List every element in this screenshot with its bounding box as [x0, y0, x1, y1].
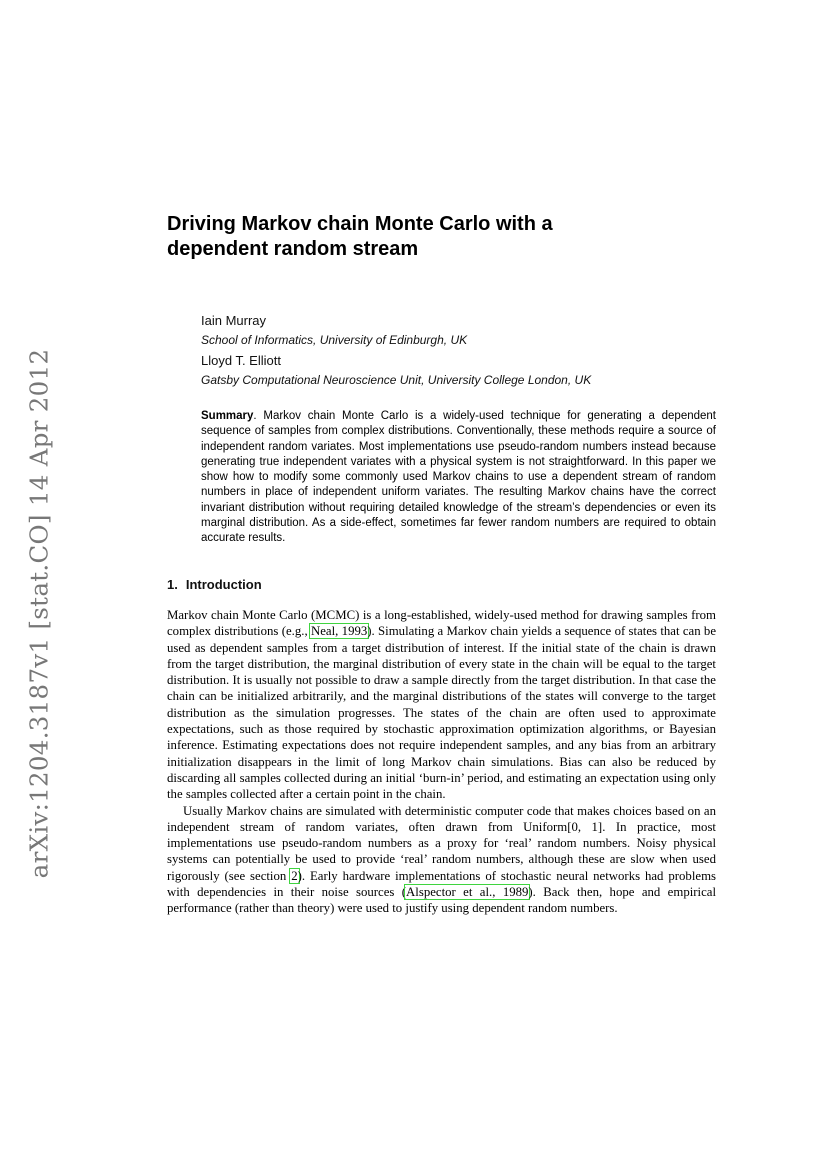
section-reference-link[interactable]: 2: [291, 868, 298, 883]
title-line-1: Driving Markov chain Monte Carlo with a: [167, 213, 553, 235]
introduction-body: [167, 607, 716, 917]
section-heading: [167, 577, 262, 593]
summary-text: . Markov chain Monte Carlo is a widely-used technique for generating a dependent sequence of samples from complex distributions. Conventionally, these methods require a source of independent random variates. Most implementations use pseudo-random numbers instead because generating true independent variates with a physical system is not straightforward. In this paper we show how to modify some commonly used Markov chains to use a dependent stream of random numbers in place of independent uniform variates. The resulting Markov chains have the correct invariant distribution without requiring detailed knowledge of the stream’s dependencies or even its marginal distribution. As a side-effect, sometimes far fewer random numbers are required to obtain accurate results.: [201, 410, 716, 545]
arxiv-identifier-stamp: [18, 348, 60, 878]
p2-text-2: ). Early hardware implementations of stochastic neural networks had problems with dependencies in their noise sources (: [167, 868, 716, 900]
p1-text-2: ). Simulating a Markov chain yields a sequence of states that can be used as dependent samples from a target distribution of interest. If the initial state of the chain is drawn from the target distribution, the marginal distribution of every state in the chain will be equal to the target distribution. It is usually not possible to draw a sample directly from the target distribution. In that case the chain can be initialized arbitrarily, and the marginal distributions of the states will converge to the target distribution as the simulation progresses. The states of the chain are often used to approximate expectations, such as those required by stochastic approximation optimization algorithms, or Bayesian inference. Estimating expectations does not require independent samples, and any bias from an arbitrary initialization disappears in the limit of long Markov chain simulations. Bias can also be reduced by discarding all samples collected during an initial ‘burn-in’ period, and estimating an expectation using only the samples collected after a certain point in the chain.: [167, 624, 716, 802]
author-name: Iain Murray: [201, 313, 267, 328]
p2-text-3: ). Back then, hope and empirical performance (rather than theory) were used to justify using dependent random numbers.: [167, 885, 717, 916]
citation-alspector-1989[interactable]: Alspector et al., 1989: [406, 885, 529, 900]
section-title: Introduction: [185, 577, 262, 592]
title-line-2: dependent random stream: [167, 238, 419, 260]
paragraph-1: [167, 607, 716, 803]
paper-title: [167, 212, 667, 262]
paragraph-2: [167, 803, 716, 917]
summary-label: Summary: [201, 410, 254, 422]
arxiv-id-text: arXiv:1204.3187v1 [stat.CO] 14 Apr 2012: [24, 348, 54, 878]
author-affiliation: School of Informatics, University of Edinburgh, UK: [201, 333, 468, 347]
author-name: Lloyd T. Elliott: [201, 353, 281, 368]
abstract-summary: [201, 409, 716, 547]
section-number: 1.: [167, 577, 178, 592]
p2-text-1: Usually Markov chains are simulated with deterministic computer code that makes choices based on an independent stream of random variates, often drawn from Uniform[0, 1]. In practice, most implementations use pseudo-random numbers as a proxy for ‘real’ random numbers. Noisy physical systems can potentially be used to provide ‘real’ random numbers, although these are slow when used rigorously (see section: [167, 803, 716, 883]
p1-text-1: Markov chain Monte Carlo (MCMC) is a long-established, widely-used method for drawing samples from complex distributions (e.g.,: [167, 608, 716, 639]
citation-neal-1993[interactable]: Neal, 1993: [310, 624, 368, 639]
author-block: [201, 313, 721, 393]
author-affiliation: Gatsby Computational Neuroscience Unit, University College London, UK: [201, 373, 592, 387]
